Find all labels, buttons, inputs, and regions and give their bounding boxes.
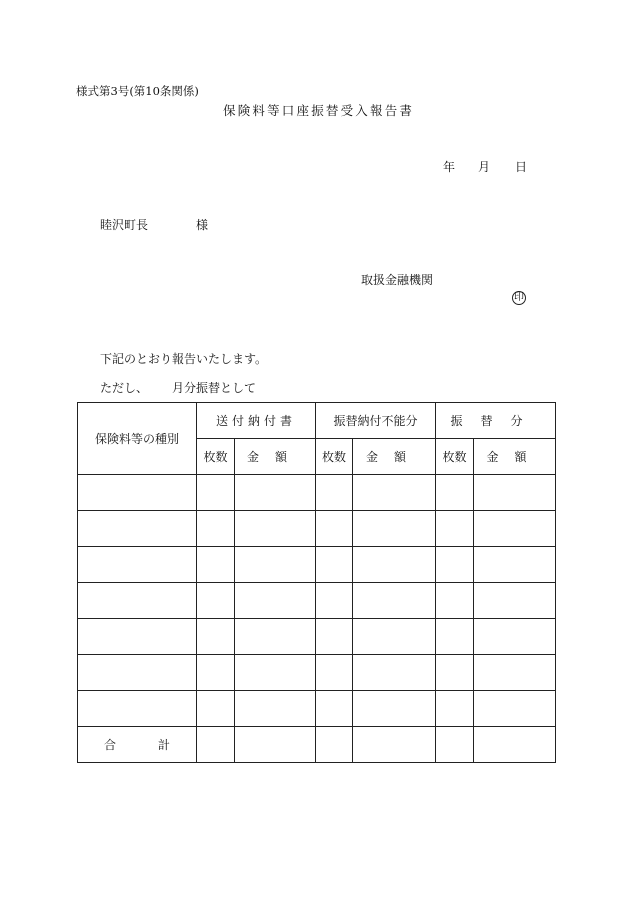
amount-header: 金額: [474, 439, 556, 475]
type-cell[interactable]: [78, 583, 197, 619]
amount-cell[interactable]: [235, 655, 316, 691]
type-cell[interactable]: [78, 511, 197, 547]
amount-cell[interactable]: [235, 727, 316, 763]
date-day-label: 日: [515, 160, 528, 174]
amount-cell[interactable]: [474, 511, 556, 547]
table-row: [78, 511, 556, 547]
amount-cell[interactable]: [353, 727, 436, 763]
form-number: 様式第3号(第10条関係): [76, 84, 199, 98]
count-cell[interactable]: [197, 583, 235, 619]
count-cell[interactable]: [197, 655, 235, 691]
amount-cell[interactable]: [235, 475, 316, 511]
amount-cell[interactable]: [235, 511, 316, 547]
count-cell[interactable]: [316, 727, 353, 763]
amount-cell[interactable]: [474, 475, 556, 511]
total-label-right: 計: [157, 738, 170, 752]
count-cell[interactable]: [436, 583, 474, 619]
amount-cell[interactable]: [235, 691, 316, 727]
count-cell[interactable]: [316, 547, 353, 583]
count-cell[interactable]: [436, 547, 474, 583]
date-year-label: 年: [443, 160, 456, 174]
amount-header: 金額: [235, 439, 316, 475]
table-row: [78, 547, 556, 583]
addressee-name: 睦沢町長: [100, 218, 149, 232]
institution-label: 取扱金融機関: [361, 273, 434, 287]
count-cell[interactable]: [316, 511, 353, 547]
type-cell[interactable]: [78, 475, 197, 511]
proviso-prefix: ただし、: [100, 381, 149, 395]
type-cell[interactable]: [78, 547, 197, 583]
amount-cell[interactable]: [353, 547, 436, 583]
count-cell[interactable]: [436, 619, 474, 655]
amount-cell[interactable]: [353, 511, 436, 547]
count-cell[interactable]: [316, 691, 353, 727]
table-row: [78, 655, 556, 691]
table-row: [78, 583, 556, 619]
count-cell[interactable]: [316, 583, 353, 619]
count-header: 枚数: [436, 439, 474, 475]
type-cell[interactable]: [78, 691, 197, 727]
table-row: [78, 475, 556, 511]
count-cell[interactable]: [316, 475, 353, 511]
count-cell[interactable]: [436, 475, 474, 511]
count-header: 枚数: [316, 439, 353, 475]
count-cell[interactable]: [197, 511, 235, 547]
table-header-row: [78, 403, 556, 439]
table-row: [78, 619, 556, 655]
type-cell[interactable]: [78, 655, 197, 691]
date-month-label: 月: [478, 160, 491, 174]
document-title: 保険料等口座振替受入報告書: [223, 103, 415, 118]
amount-cell[interactable]: [353, 583, 436, 619]
count-cell[interactable]: [197, 619, 235, 655]
intro-text: 下記のとおり報告いたします。: [100, 352, 268, 366]
group-header-sent-slips: 送付納付書: [197, 403, 316, 439]
seal-mark: 印: [514, 292, 524, 303]
amount-cell[interactable]: [353, 655, 436, 691]
count-cell[interactable]: [197, 547, 235, 583]
count-cell[interactable]: [436, 655, 474, 691]
count-header: 枚数: [197, 439, 235, 475]
count-cell[interactable]: [436, 691, 474, 727]
amount-cell[interactable]: [235, 619, 316, 655]
count-cell[interactable]: [197, 727, 235, 763]
proviso-suffix: 月分振替として: [172, 381, 257, 395]
total-row: [78, 727, 556, 763]
amount-cell[interactable]: [353, 691, 436, 727]
total-label: [78, 727, 197, 763]
amount-cell[interactable]: [353, 619, 436, 655]
amount-header: 金額: [353, 439, 436, 475]
report-table: [77, 402, 556, 763]
count-cell[interactable]: [316, 619, 353, 655]
amount-cell[interactable]: [353, 475, 436, 511]
count-cell[interactable]: [436, 511, 474, 547]
count-cell[interactable]: [436, 727, 474, 763]
amount-cell[interactable]: [474, 691, 556, 727]
group-header-transferred: 振替分: [436, 403, 556, 439]
amount-cell[interactable]: [474, 583, 556, 619]
group-header-unpayable: 振替納付不能分: [316, 403, 436, 439]
type-cell[interactable]: [78, 619, 197, 655]
count-cell[interactable]: [316, 655, 353, 691]
addressee-honorific: 様: [196, 218, 209, 232]
table-row: [78, 691, 556, 727]
amount-cell[interactable]: [235, 547, 316, 583]
amount-cell[interactable]: [474, 727, 556, 763]
amount-cell[interactable]: [474, 655, 556, 691]
count-cell[interactable]: [197, 691, 235, 727]
total-label-left: 合: [104, 738, 117, 752]
amount-cell[interactable]: [235, 583, 316, 619]
amount-cell[interactable]: [474, 619, 556, 655]
amount-cell[interactable]: [474, 547, 556, 583]
count-cell[interactable]: [197, 475, 235, 511]
type-header: 保険料等の種別: [78, 403, 197, 475]
